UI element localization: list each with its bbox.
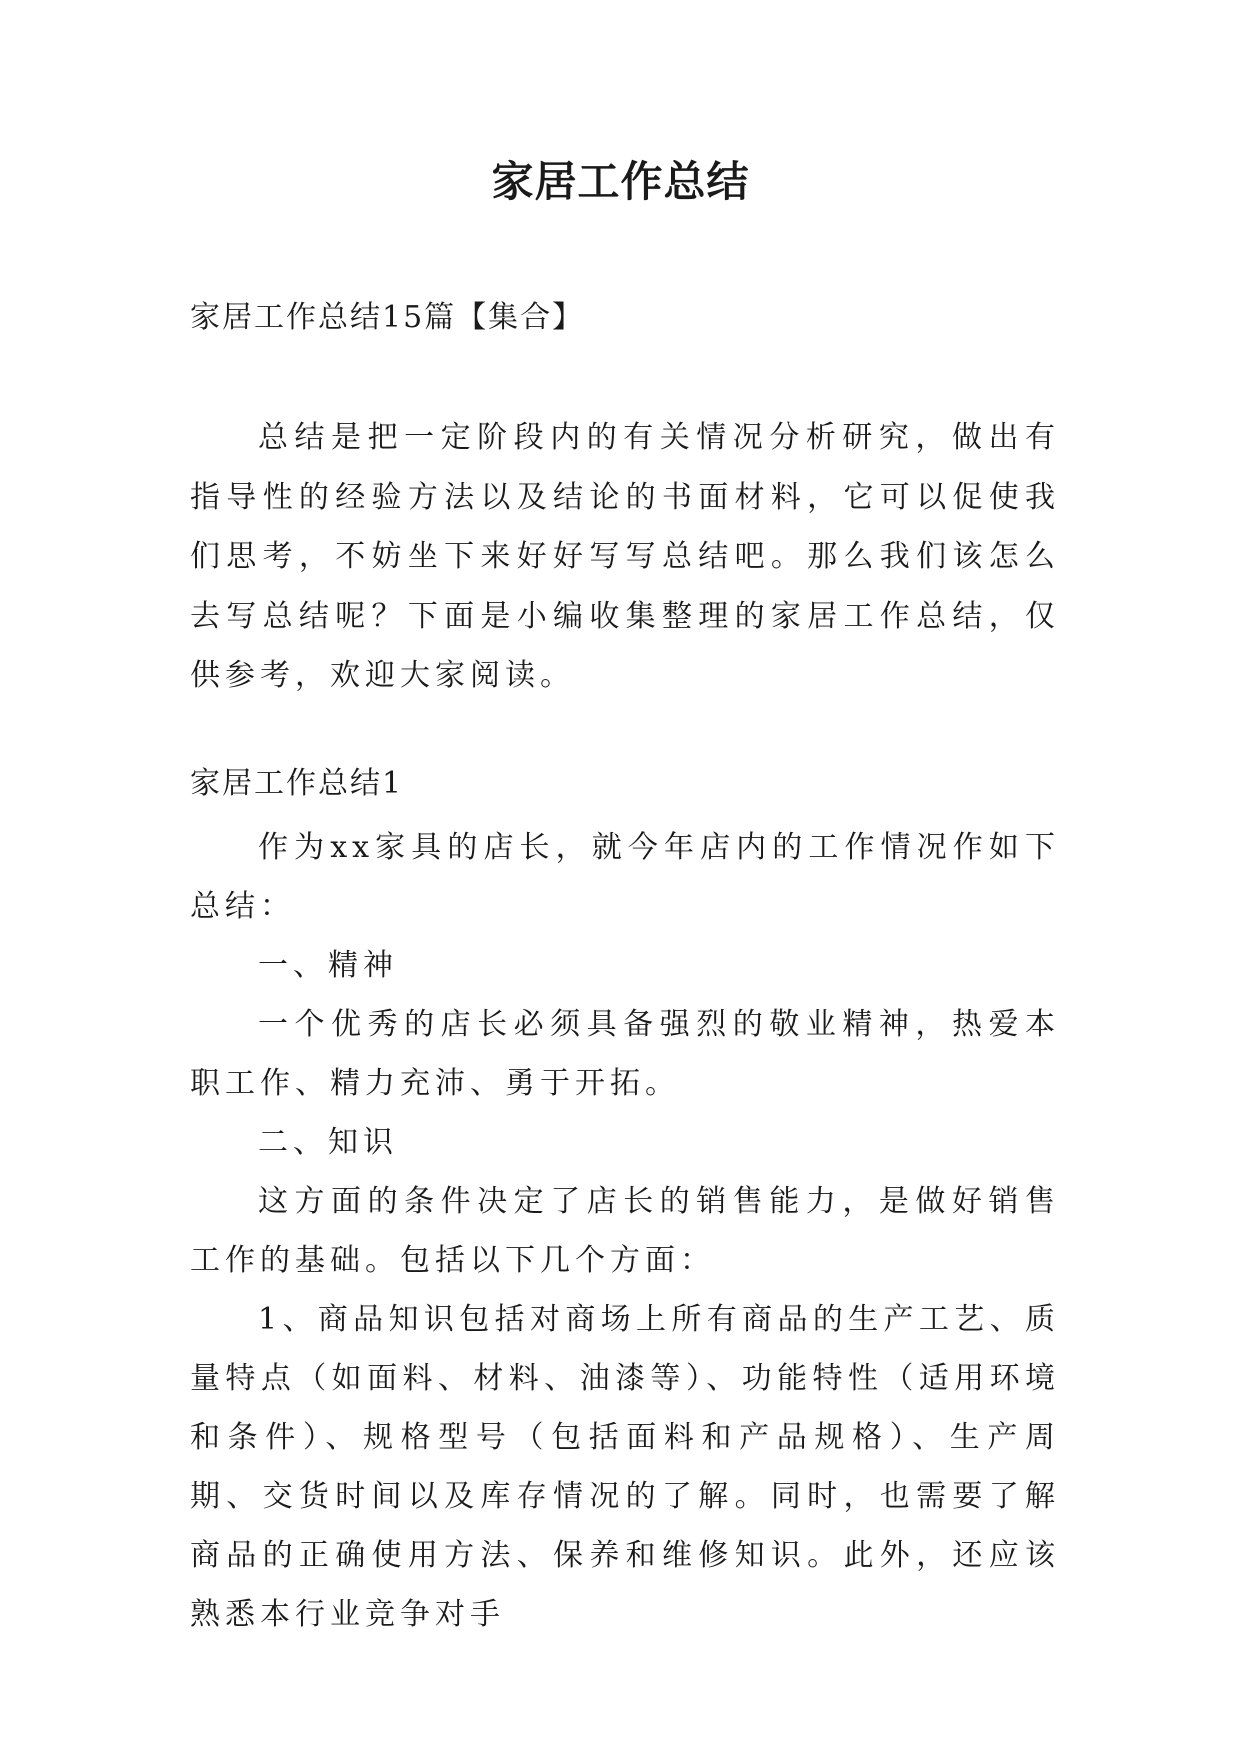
body-paragraph: 这方面的条件决定了店长的销售能力，是做好销售工作的基础。包括以下几个方面： (190, 1184, 1060, 1278)
body-paragraph: 一个优秀的店长必须具备强烈的敬业精神，热爱本职工作、精力充沛、勇于开拓。 (190, 1007, 1060, 1101)
body-paragraph: 1、商品知识包括对商场上所有商品的生产工艺、质量特点（如面料、材料、油漆等）、功能特性（适用环境和条件）、规格型号（包括面料和产品规格）、生产周期、交货时间以及库存情况的了解。同时，也需要了解商品的正确使用方法、保养和维修知识。此外，还应该熟悉本行业竞争对手 (190, 1302, 1060, 1632)
section-title: 家居工作总结1 (190, 766, 404, 801)
intro-paragraph: 总结是把一定阶段内的有关情况分析研究，做出有指导性的经验方法以及结论的书面材料，它可以促使我们思考，不妨坐下来好好写写总结吧。那么我们该怎么去写总结呢？下面是小编收集整理的家居工作总结，仅供参考，欢迎大家阅读。 (190, 420, 1060, 693)
body-paragraph: 一、精神 (258, 948, 398, 983)
body-paragraph: 作为xx家具的店长，就今年店内的工作情况作如下总结： (190, 830, 1060, 924)
document-title: 家居工作总结 (491, 157, 750, 206)
document-subtitle: 家居工作总结15篇【集合】 (190, 300, 585, 335)
body-paragraph: 二、知识 (258, 1125, 398, 1160)
section-body (190, 818, 1060, 1644)
